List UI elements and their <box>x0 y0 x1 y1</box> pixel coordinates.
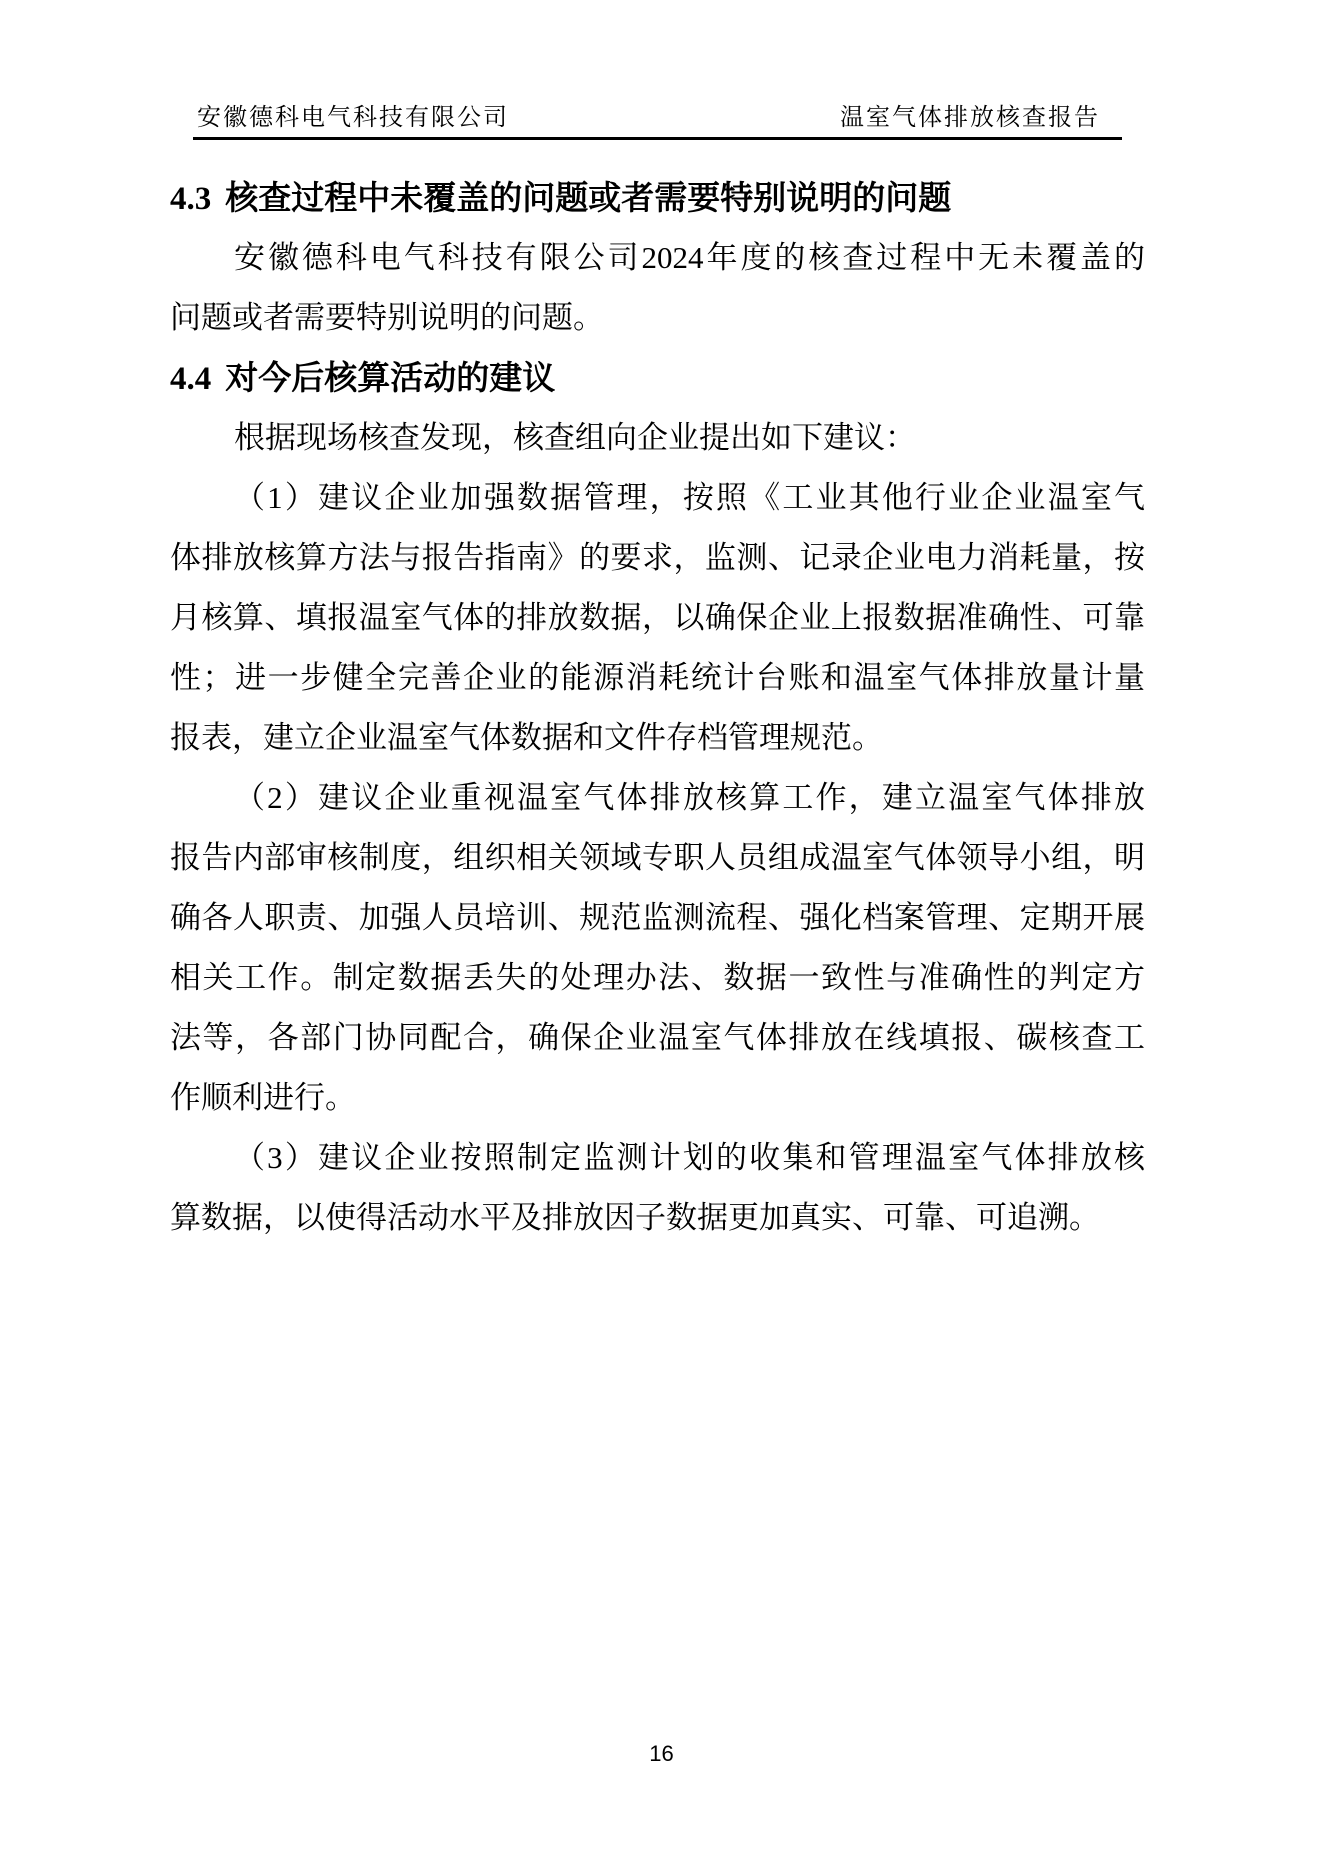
header-company-name: 安徽德科电气科技有限公司 <box>197 105 509 131</box>
text-line: 算数据，以使得活动水平及排放因子数据更加真实、可靠、可追溯。 <box>170 1200 1100 1235</box>
header-report-title: 温室气体排放核查报告 <box>840 105 1100 131</box>
text-line: 相关工作。制定数据丢失的处理办法、数据一致性与准确性的判定方 <box>170 960 1145 995</box>
section-number: 4.3 <box>170 181 212 217</box>
text-line: 安徽德科电气科技有限公司2024年度的核查过程中无未覆盖的 <box>234 240 1145 275</box>
text-line: 报表，建立企业温室气体数据和文件存档管理规范。 <box>170 720 883 755</box>
section-heading-4-3 <box>170 168 1145 228</box>
header-divider-rule <box>193 137 1122 140</box>
text-line: 法等，各部门协同配合，确保企业温室气体排放在线填报、碳核查工 <box>170 1020 1145 1055</box>
text-line: 月核算、填报温室气体的排放数据，以确保企业上报数据准确性、可靠 <box>170 600 1145 635</box>
text-line: 作顺利进行。 <box>170 1080 356 1115</box>
section-title: 对今后核算活动的建议 <box>225 359 556 396</box>
text-line: 体排放核算方法与报告指南》的要求，监测、记录企业电力消耗量，按 <box>170 540 1145 575</box>
document-body <box>170 168 1145 1248</box>
page-number: 16 <box>649 1741 674 1766</box>
section-title: 核查过程中未覆盖的问题或者需要特别说明的问题 <box>225 179 952 216</box>
text-line: （3）建议企业按照制定监测计划的收集和管理温室气体排放核 <box>234 1140 1145 1175</box>
text-line: （2）建议企业重视温室气体排放核算工作，建立温室气体排放 <box>234 780 1145 815</box>
text-line: 根据现场核查发现，核查组向企业提出如下建议： <box>234 420 916 455</box>
text-line: 性；进一步健全完善企业的能源消耗统计台账和温室气体排放量计量 <box>170 660 1145 695</box>
text-line: 问题或者需要特别说明的问题。 <box>170 300 604 335</box>
section-heading-4-4 <box>170 348 1145 408</box>
text-line: 确各人职责、加强人员培训、规范监测流程、强化档案管理、定期开展 <box>170 900 1145 935</box>
text-line: （1）建议企业加强数据管理，按照《工业其他行业企业温室气 <box>234 480 1145 515</box>
text-line: 报告内部审核制度，组织相关领域专职人员组成温室气体领导小组，明 <box>170 840 1145 875</box>
section-number: 4.4 <box>170 361 212 397</box>
